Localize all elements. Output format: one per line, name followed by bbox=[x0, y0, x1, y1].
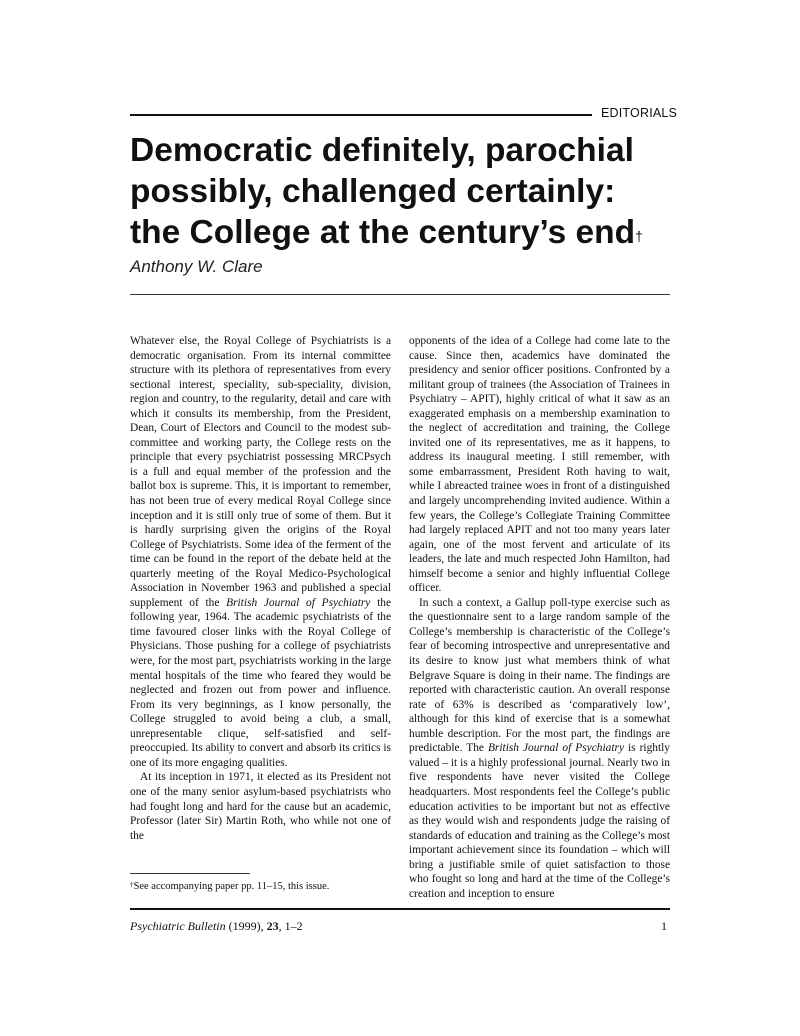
footer-pages: , 1–2 bbox=[278, 919, 303, 933]
left-p1-text-b: the following year, 1964. The academic psychiatrists of the time favoured closer links with the Royal College of Physicians. Those pushing for a college of psychiatrists were, for the most part, psychiatrists working in the large mental hospitals of the time who feared they would be neglected and frozen out from power and influence. From its very beginnings, as I know personally, the College struggled to avoid being a club, a small, unrepresentable clique, self-satisfied and self-preoccupied. Its ability to convert and absorb its critics is one of its more engaging qualities. bbox=[130, 596, 392, 769]
left-p1-text-a: Whatever else, the Royal College of Psychiatrists is a democratic organisation. From its internal committee structure with its plethora of representatives from every sectional interest, speciality, sub-speciality, division, region and country, to the regularity, detail and care with which it consults its membership, from the President, Dean, Court of Electors and Council to the modest sub-committee and working party, the College rests on the principle that every psychiatrist possessing MRCPsych is a full and equal member of the profession and the ballot box is supreme. This, it is important to remember, has not been true of every medical Royal College since inception and it is still only true of some of them. But it is hardly surprising given the origins of the Royal College of Psychiatrists. Some idea of the ferment of the time can be found in the report of the debate held at the quarterly meeting of the Royal Medico-Psychological Association in November 1963 and published a special supplement of the bbox=[130, 335, 391, 609]
right-paragraph-2 bbox=[409, 596, 670, 901]
section-label: EDITORIALS bbox=[601, 106, 678, 120]
right-column bbox=[409, 334, 670, 901]
right-p2-text-a: In such a context, a Gallup poll-type exercise such as the questionnaire sent to a large random sample of the College’s membership is characteristic of the College’s fear of becoming introspective and unrepresentative and its desire to know just what members think of what Belgrave Square is doing in their name. The findings are reported with characteristic caution. An overall response rate of 63% is described as ‘comparatively low’, although for this kind of exercise that is a somewhat humble description. For the most part, the findings are predictable. The bbox=[409, 596, 670, 755]
title-line-1: Democratic definitely, parochial bbox=[130, 132, 634, 169]
footer-citation bbox=[130, 919, 303, 934]
footer-volume: 23 bbox=[266, 919, 279, 933]
title-line-3-text: the College at the century’s end bbox=[130, 214, 636, 251]
footer-journal: Psychiatric Bulletin bbox=[130, 919, 226, 933]
right-paragraph-1: opponents of the idea of a College had come late to the cause. Since then, academics have dominated the presidency and senior officer positions. Confronted by a militant group of trainees (the Association of Trainees in Psychiatry – APIT), highly critical of what it saw as an exaggerated emphasis on a membership examination to the neglect of accreditation and training, the College invited one of its representatives, me as it happens, to address its inaugural meeting. I still remember, with some embarrassment, President Roth having to wait, while I abreacted trainee woes in front of a distinguished and largely uncomprehending invited audience. Within a few years, the College’s Collegiate Training Committee had largely replaced APIT and not too many years later again, one of the most fervent and articulate of its leaders, the late and much respected John Hamilton, had himself become a senior and highly influential College officer. bbox=[409, 335, 670, 595]
right-p2-journal: British Journal of Psychiatry bbox=[487, 742, 625, 755]
title-line-3 bbox=[130, 212, 690, 253]
footnote-text: See accompanying paper pp. 11–15, this issue. bbox=[133, 881, 330, 892]
section-rule bbox=[130, 114, 592, 116]
header-rule bbox=[130, 294, 670, 295]
right-p2-text-b: is rightly valued – it is a highly professional journal. Nearly two in five respondents have never visited the College headquarters. Most respondents feel the College’s public education activities to be important but not as effective as they would wish and respondents judge the raising of standards of education and training as the College’s most important achievement since its foundation – which will bring a justifiable smile of quiet satisfaction to those who fought so long and hard at the time of the College’s creation and inception to ensure bbox=[409, 742, 670, 900]
footer-year: (1999), bbox=[225, 919, 267, 933]
article-title bbox=[130, 130, 690, 253]
page-number: 1 bbox=[661, 919, 667, 933]
title-line-2: possibly, challenged certainly: bbox=[130, 173, 616, 210]
footnote-mark: † bbox=[130, 881, 134, 889]
left-p1-journal: British Journal of Psychiatry bbox=[226, 596, 371, 609]
left-paragraph-1 bbox=[130, 334, 391, 770]
left-paragraph-2: At its inception in 1971, it elected as its President not one of the many senior asylum-based psychiatrists who had fought long and hard for the cause but an academic, Professor (later Sir) Martin Roth, who while not one of the bbox=[130, 771, 391, 842]
footer-rule bbox=[130, 908, 670, 910]
footnote bbox=[130, 881, 392, 892]
footnote-rule bbox=[130, 873, 250, 874]
title-footnote-mark: † bbox=[635, 228, 643, 244]
author-name: Anthony W. Clare bbox=[130, 257, 263, 276]
left-column bbox=[130, 334, 391, 843]
